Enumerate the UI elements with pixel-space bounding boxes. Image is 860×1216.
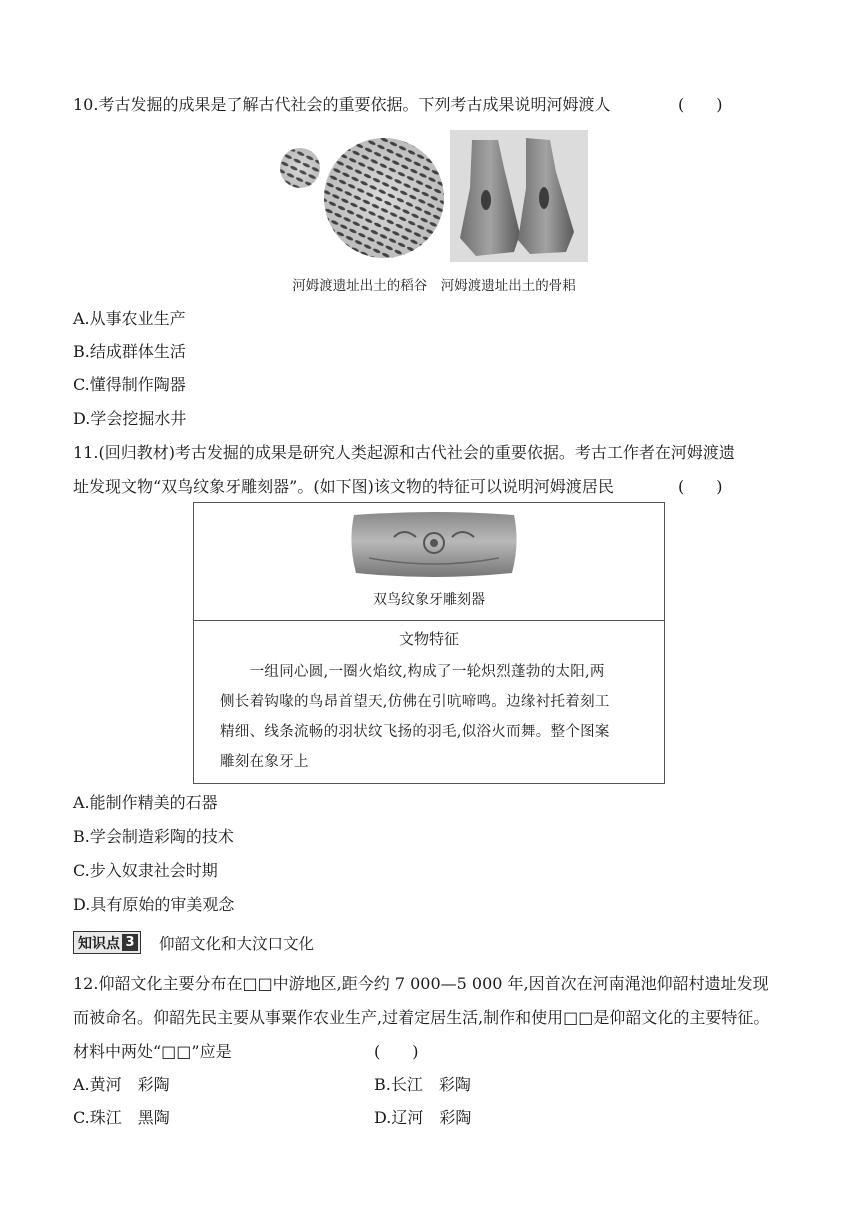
feature-title: 文物特征 [398, 630, 459, 648]
feature-line: 一组同心圆,一圈火焰纹,构成了一轮炽烈蓬勃的太阳,两 [220, 664, 605, 680]
q10-figure-caption: 河姆渡遗址出土的稻谷 河姆渡遗址出土的骨耜 [292, 278, 576, 294]
q10-figure [274, 128, 594, 296]
knowledge-point-number: 3 [122, 934, 138, 951]
ivory-carving-caption: 双鸟纹象牙雕刻器 [373, 592, 485, 608]
q12-option-c[interactable]: C.珠江 黑陶 [73, 1108, 170, 1127]
q12-answer-paren: ( ) [374, 1042, 419, 1061]
q11-answer-paren: ( ) [678, 477, 723, 496]
feature-line: 雕刻在象牙上 [220, 754, 309, 770]
knowledge-point-badge [73, 931, 141, 954]
q12-line1: 12.仰韶文化主要分布在□□中游地区,距今约 7 000—5 000 年,因首次在河南渑池仰韶村遗址发现 [73, 974, 769, 993]
q10-option-b[interactable]: B.结成群体生活 [73, 342, 186, 361]
artifact-image-cell [194, 503, 664, 621]
q11-option-a[interactable]: A.能制作精美的石器 [73, 793, 218, 812]
q12-line2: 而被命名。仰韶先民主要从事粟作农业生产,过着定居生活,制作和使用□□是仰韶文化的主要特征。 [73, 1008, 770, 1027]
knowledge-point-label: 知识点 [78, 935, 120, 952]
q12-option-a[interactable]: A.黄河 彩陶 [73, 1075, 170, 1094]
q10-option-d[interactable]: D.学会挖掘水井 [73, 409, 187, 428]
knowledge-point-title: 仰韶文化和大汶口文化 [159, 934, 315, 953]
q12-option-b[interactable]: B.长江 彩陶 [374, 1075, 471, 1094]
q10-answer-paren: ( ) [678, 95, 723, 114]
q11-stem-line2: 址发现文物“双鸟纹象牙雕刻器”。(如下图)该文物的特征可以说明河姆渡居民 [73, 477, 614, 496]
q11-stem-line1: 11.(回归教材)考古发掘的成果是研究人类起源和古代社会的重要依据。考古工作者在河姆渡遗 [73, 443, 735, 462]
q11-option-d[interactable]: D.具有原始的审美观念 [73, 895, 235, 914]
q12-option-d[interactable]: D.辽河 彩陶 [374, 1108, 472, 1127]
q10-option-a[interactable]: A.从事农业生产 [73, 309, 186, 328]
ivory-carving-photo [194, 503, 664, 587]
q10-option-c[interactable]: C.懂得制作陶器 [73, 375, 186, 394]
artifact-info-table [193, 502, 665, 784]
q12-line3: 材料中两处“□□”应是 [73, 1042, 232, 1061]
feature-description [220, 657, 640, 777]
rice-grain-and-bone-spade-photo [274, 128, 594, 268]
feature-line: 侧长着钩喙的鸟昂首望天,仿佛在引吭啼鸣。边缘衬托着刻工 [220, 694, 610, 710]
feature-line: 精细、线条流畅的羽状纹飞扬的羽毛,似浴火而舞。整个图案 [220, 724, 610, 740]
q10-stem: 10.考古发掘的成果是了解古代社会的重要依据。下列考古成果说明河姆渡人 [73, 95, 611, 114]
q11-option-c[interactable]: C.步入奴隶社会时期 [73, 861, 218, 880]
knowledge-point-header [73, 931, 314, 954]
q11-option-b[interactable]: B.学会制造彩陶的技术 [73, 827, 234, 846]
